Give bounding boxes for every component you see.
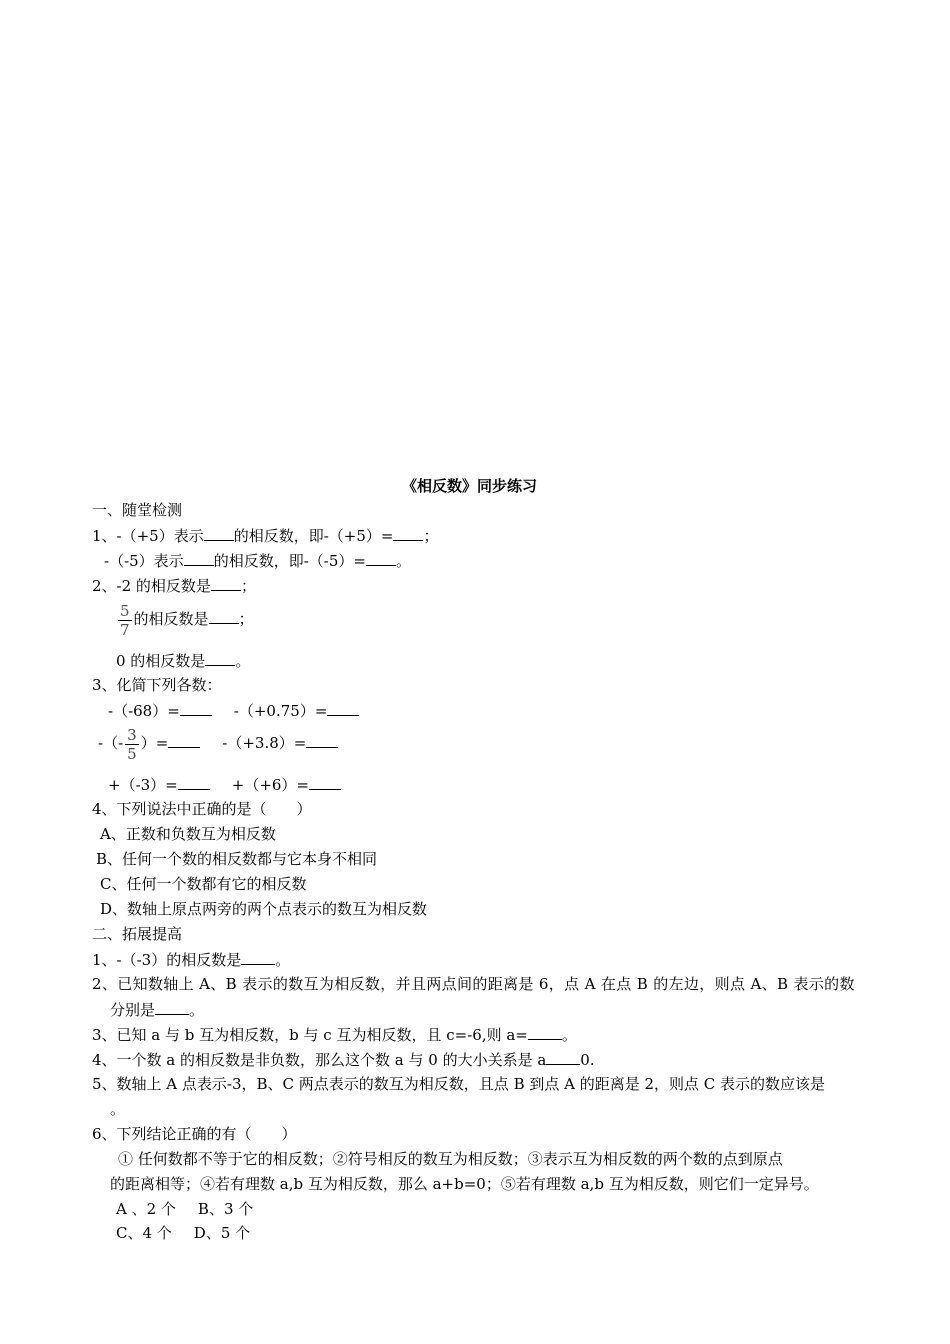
text: -（+0.75）= (233, 702, 328, 720)
answer-blank[interactable] (306, 732, 338, 748)
answer-blank[interactable] (184, 550, 214, 566)
s2-question-1 (92, 949, 290, 970)
text: 0. (580, 1051, 595, 1069)
option-d[interactable]: D、5 个 (193, 1224, 251, 1242)
answer-blank[interactable] (178, 774, 210, 790)
text: 分别是 (110, 1001, 156, 1019)
denominator: 7 (120, 620, 130, 639)
page-title: 《相反数》同步练习 (402, 477, 538, 495)
s1-question-3: 3、化简下列各数： (92, 676, 222, 694)
answer-blank[interactable] (204, 525, 234, 541)
s2-question-6: 6、下列结论正确的有（ ） (92, 1125, 297, 1143)
answer-blank[interactable] (309, 774, 341, 790)
text: -（-5）表示 (104, 552, 184, 570)
numerator: 3 (127, 725, 137, 744)
option-d[interactable]: D、数轴上原点两旁的两个点表示的数互为相反数 (100, 900, 428, 918)
s2-question-2-line1: 2、已知数轴上 A、B 表示的数互为相反数，并且两点间的距离是 6，点 A 在点 B 的左边，则点 A、B 表示的数 (92, 975, 855, 993)
text: 。 (561, 1026, 577, 1044)
option-c[interactable]: C、4 个 (116, 1224, 172, 1242)
text: 3、已知 a 与 b 互为相反数，b 与 c 互为相反数，且 c=-6,则 a= (92, 1026, 528, 1044)
s1-question-1a (92, 525, 439, 546)
answer-blank[interactable] (155, 999, 189, 1015)
fraction (125, 726, 139, 763)
text: 4、一个数 a 的相反数是非负数，那么这个数 a 与 0 的大小关系是 a (92, 1051, 547, 1069)
s2-question-3 (92, 1024, 577, 1045)
answer-blank[interactable] (180, 700, 212, 716)
text: +（-3）= (108, 776, 178, 794)
answer-blank[interactable] (366, 550, 396, 566)
answer-blank[interactable] (168, 732, 200, 748)
text: 的相反数，即-（-5）= (213, 552, 366, 570)
text: ）= (140, 734, 169, 752)
text: -（+3.8）= (222, 734, 307, 752)
s2-question-6-options-row2 (116, 1223, 250, 1243)
s1-question-3-row3 (108, 774, 341, 795)
s1-question-2a (92, 575, 256, 596)
text: -（-68）= (108, 702, 180, 720)
text: 的相反数，即-（+5）= (233, 527, 394, 545)
option-b[interactable]: B、3 个 (197, 1200, 254, 1218)
answer-blank[interactable] (393, 525, 423, 541)
text: 1、-（+5）表示 (92, 527, 204, 545)
s1-question-3-row1 (108, 700, 359, 721)
s2-question-4 (92, 1049, 595, 1070)
s1-question-2b (116, 601, 254, 639)
text: ； (240, 577, 256, 595)
text: 1、-（-3）的相反数是 (92, 951, 242, 969)
section2-heading: 二、拓展提高 (92, 925, 183, 943)
numerator: 5 (120, 601, 130, 620)
text: ； (423, 527, 439, 545)
denominator: 5 (127, 744, 137, 763)
s1-question-2c (116, 650, 250, 671)
option-a[interactable]: A 、2 个 (116, 1200, 176, 1218)
text: ； (238, 610, 254, 628)
text: 0 的相反数是 (116, 652, 206, 670)
s1-question-3-row2 (98, 725, 338, 763)
answer-blank[interactable] (241, 949, 275, 965)
s2-question-5-line2: 。 (110, 1100, 126, 1118)
option-a[interactable]: A、正数和负数互为相反数 (100, 825, 276, 843)
fraction (118, 602, 132, 639)
text: 。 (275, 951, 291, 969)
s2-question-6-statements-1: ① 任何数都不等于它的相反数；②符号相反的数互为相反数；③表示互为相反数的两个数的点到原点 (118, 1150, 783, 1168)
option-c[interactable]: C、任何一个数都有它的相反数 (100, 875, 307, 893)
answer-blank[interactable] (327, 700, 359, 716)
answer-blank[interactable] (205, 650, 235, 666)
text: +（+6）= (231, 776, 309, 794)
option-b[interactable]: B、任何一个数的相反数都与它本身不相同 (96, 850, 378, 868)
answer-blank[interactable] (528, 1024, 562, 1040)
s2-question-6-options-row1 (116, 1199, 253, 1219)
answer-blank[interactable] (546, 1049, 580, 1065)
text: 。 (235, 652, 251, 670)
text: 。 (189, 1001, 205, 1019)
answer-blank[interactable] (211, 575, 241, 591)
s1-question-4: 4、下列说法中正确的是（ ） (92, 800, 312, 818)
s2-question-6-statements-2: 的距离相等；④若有理数 a,b 互为相反数，那么 a+b=0；⑤若有理数 a,b 互为相反数，则它们一定异号。 (110, 1175, 819, 1193)
s2-question-2-line2 (110, 999, 204, 1020)
answer-blank[interactable] (209, 608, 239, 624)
text: 2、-2 的相反数是 (92, 577, 211, 595)
s1-question-1b (104, 550, 411, 571)
text: 。 (395, 552, 411, 570)
section1-heading: 一、随堂检测 (92, 501, 183, 519)
s2-question-5-line1: 5、数轴上 A 点表示-3，B、C 两点表示的数互为相反数，且点 B 到点 A 的距离是 2，则点 C 表示的数应该是 (92, 1075, 826, 1093)
text: 的相反数是 (133, 610, 209, 628)
text: -（- (98, 734, 124, 752)
